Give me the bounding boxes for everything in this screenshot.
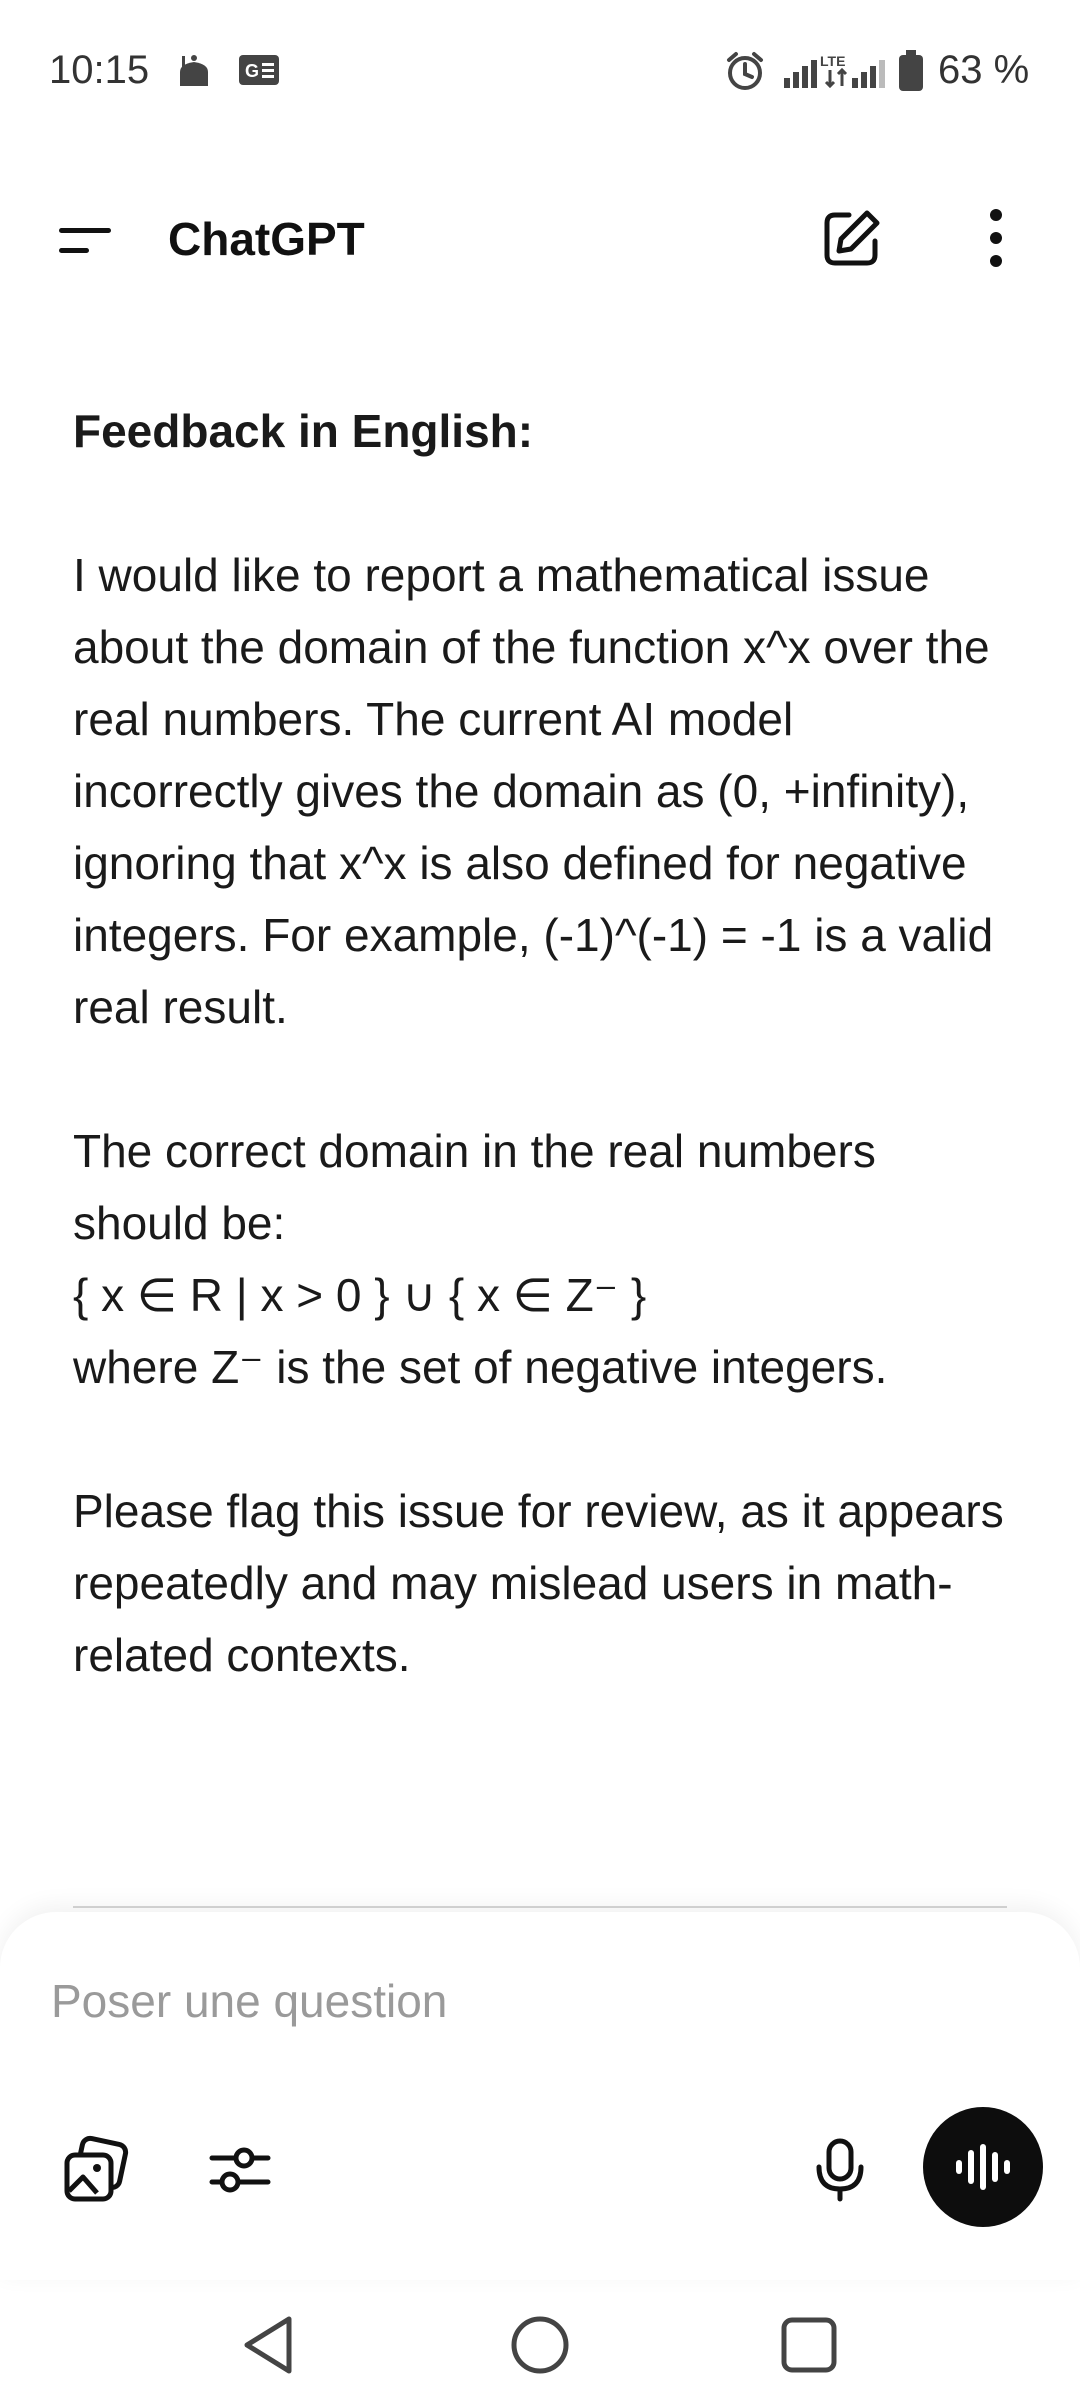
app-bar: [0, 180, 1080, 300]
recents-button[interactable]: [764, 2300, 854, 2390]
voice-mode-button[interactable]: [923, 2107, 1043, 2227]
prompt-input[interactable]: [49, 1962, 1033, 2040]
status-time: 10:15: [49, 48, 150, 92]
new-chat-button[interactable]: [810, 196, 894, 280]
message-heading: Feedback in English:: [73, 405, 534, 457]
status-bar: [0, 0, 1080, 140]
more-options-button[interactable]: [962, 196, 1030, 280]
microphone-icon: [813, 2137, 867, 2203]
domain-formula: { x ∈ R | x > 0 } ∪ { x ∈ Z⁻ }: [73, 1269, 647, 1321]
alarm-icon: [724, 50, 766, 92]
new-chat-icon: [821, 207, 883, 269]
tools-icon: [208, 2138, 272, 2202]
recents-icon: [779, 2315, 839, 2375]
message-line: The correct domain in the real numbers should be:: [73, 1125, 876, 1249]
more-icon: [986, 207, 1006, 269]
tools-button[interactable]: [196, 2126, 284, 2214]
message-paragraph: [73, 1115, 1013, 1403]
news-icon: [238, 54, 280, 86]
svg-text:LTE: LTE: [820, 53, 846, 69]
menu-icon: [55, 222, 115, 258]
message-paragraph: I would like to report a mathematical issue about the domain of the function x^x over the real numbers. The current AI model incorrectly gives the domain as (0, +infinity), ignoring that x^x is also defined for negative integers. For example, (-1)^(-1) = -1 is a valid real result.: [73, 549, 994, 1033]
message-paragraph: Please flag this issue for review, as it appears repeatedly and may mislead users in math-related contexts.: [73, 1485, 1004, 1681]
lte-icon: [820, 52, 856, 88]
message-line: where Z⁻ is the set of negative integers.: [73, 1341, 888, 1393]
back-icon: [239, 2313, 299, 2377]
assistant-message: [73, 395, 1013, 1691]
back-button[interactable]: [224, 2300, 314, 2390]
app-title: ChatGPT: [168, 213, 365, 265]
svg-text:G: G: [245, 61, 260, 81]
battery-icon: [898, 50, 924, 92]
microphone-button[interactable]: [798, 2126, 882, 2214]
signal-icon: [852, 54, 888, 88]
voice-mode-icon: [953, 2142, 1013, 2192]
signal-icon: [784, 54, 824, 88]
home-icon: [509, 2314, 571, 2376]
divider: [73, 1906, 1007, 1908]
battery-percentage: 63 %: [938, 48, 1030, 92]
mosque-icon: [176, 52, 212, 88]
image-icon: [61, 2135, 131, 2205]
menu-button[interactable]: [40, 200, 130, 280]
attach-image-button[interactable]: [52, 2126, 140, 2214]
home-button[interactable]: [495, 2300, 585, 2390]
